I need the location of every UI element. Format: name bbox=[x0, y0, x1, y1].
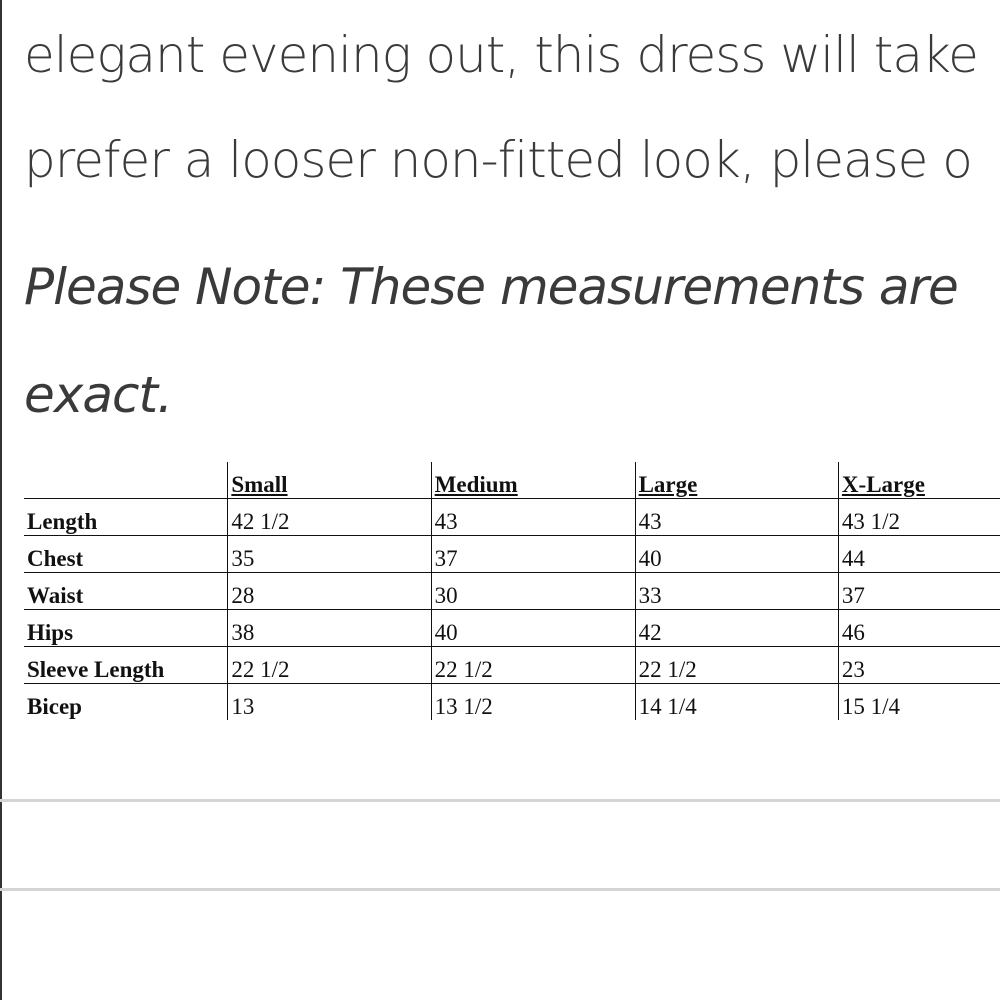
description-line-1: elegant evening out, this dress will take bbox=[24, 26, 978, 84]
note-line-2: exact. bbox=[24, 366, 172, 424]
note-line-1: Please Note: These measurements are bbox=[24, 258, 958, 316]
table-row-hips bbox=[24, 610, 1000, 647]
table-cell: 42 1/2 bbox=[228, 499, 431, 536]
size-chart-table bbox=[24, 462, 1000, 720]
row-label-chest: Chest bbox=[24, 536, 228, 573]
table-cell: 22 1/2 bbox=[431, 647, 635, 684]
column-header-small: Small bbox=[228, 462, 431, 499]
table-row-length bbox=[24, 499, 1000, 536]
table-row-sleeve-length bbox=[24, 647, 1000, 684]
row-label-sleeve-length: Sleeve Length bbox=[24, 647, 228, 684]
table-row-chest bbox=[24, 536, 1000, 573]
table-cell: 13 bbox=[228, 684, 431, 721]
size-chart-header-row bbox=[24, 462, 1000, 499]
table-cell: 37 bbox=[838, 573, 1000, 610]
section-divider bbox=[0, 799, 1000, 802]
section-divider bbox=[0, 888, 1000, 891]
row-label-hips: Hips bbox=[24, 610, 228, 647]
table-cell: 40 bbox=[635, 536, 838, 573]
description-line-2: prefer a looser non-fitted look, please o bbox=[24, 131, 972, 189]
table-cell: 15 1/4 bbox=[838, 684, 1000, 721]
row-label-bicep: Bicep bbox=[27, 694, 82, 719]
table-cell: 46 bbox=[838, 610, 1000, 647]
table-cell: 30 bbox=[431, 573, 635, 610]
table-cell: 23 bbox=[838, 647, 1000, 684]
column-header-large: Large bbox=[635, 462, 838, 499]
table-cell: 28 bbox=[228, 573, 431, 610]
table-cell: 43 bbox=[431, 499, 635, 536]
table-cell: 37 bbox=[431, 536, 635, 573]
row-label-waist: Waist bbox=[24, 573, 228, 610]
table-cell: 35 bbox=[228, 536, 431, 573]
table-cell: 13 1/2 bbox=[431, 684, 635, 721]
table-cell: 22 1/2 bbox=[228, 647, 431, 684]
size-chart-corner-cell bbox=[24, 462, 228, 499]
table-cell: 14 1/4 bbox=[635, 684, 838, 721]
row-label-length: Length bbox=[24, 499, 228, 536]
table-cell: 38 bbox=[228, 610, 431, 647]
table-cell: 43 1/2 bbox=[838, 499, 1000, 536]
column-header-medium: Medium bbox=[431, 462, 635, 499]
table-cell: 44 bbox=[838, 536, 1000, 573]
column-header-x-large: X-Large bbox=[838, 462, 1000, 499]
table-cell: 33 bbox=[635, 573, 838, 610]
table-row-bicep bbox=[24, 684, 1000, 721]
table-cell: 40 bbox=[431, 610, 635, 647]
table-cell: 43 bbox=[635, 499, 838, 536]
table-cell: 22 1/2 bbox=[635, 647, 838, 684]
table-row-waist bbox=[24, 573, 1000, 610]
page-left-border bbox=[0, 0, 2, 1000]
table-cell: 42 bbox=[635, 610, 838, 647]
